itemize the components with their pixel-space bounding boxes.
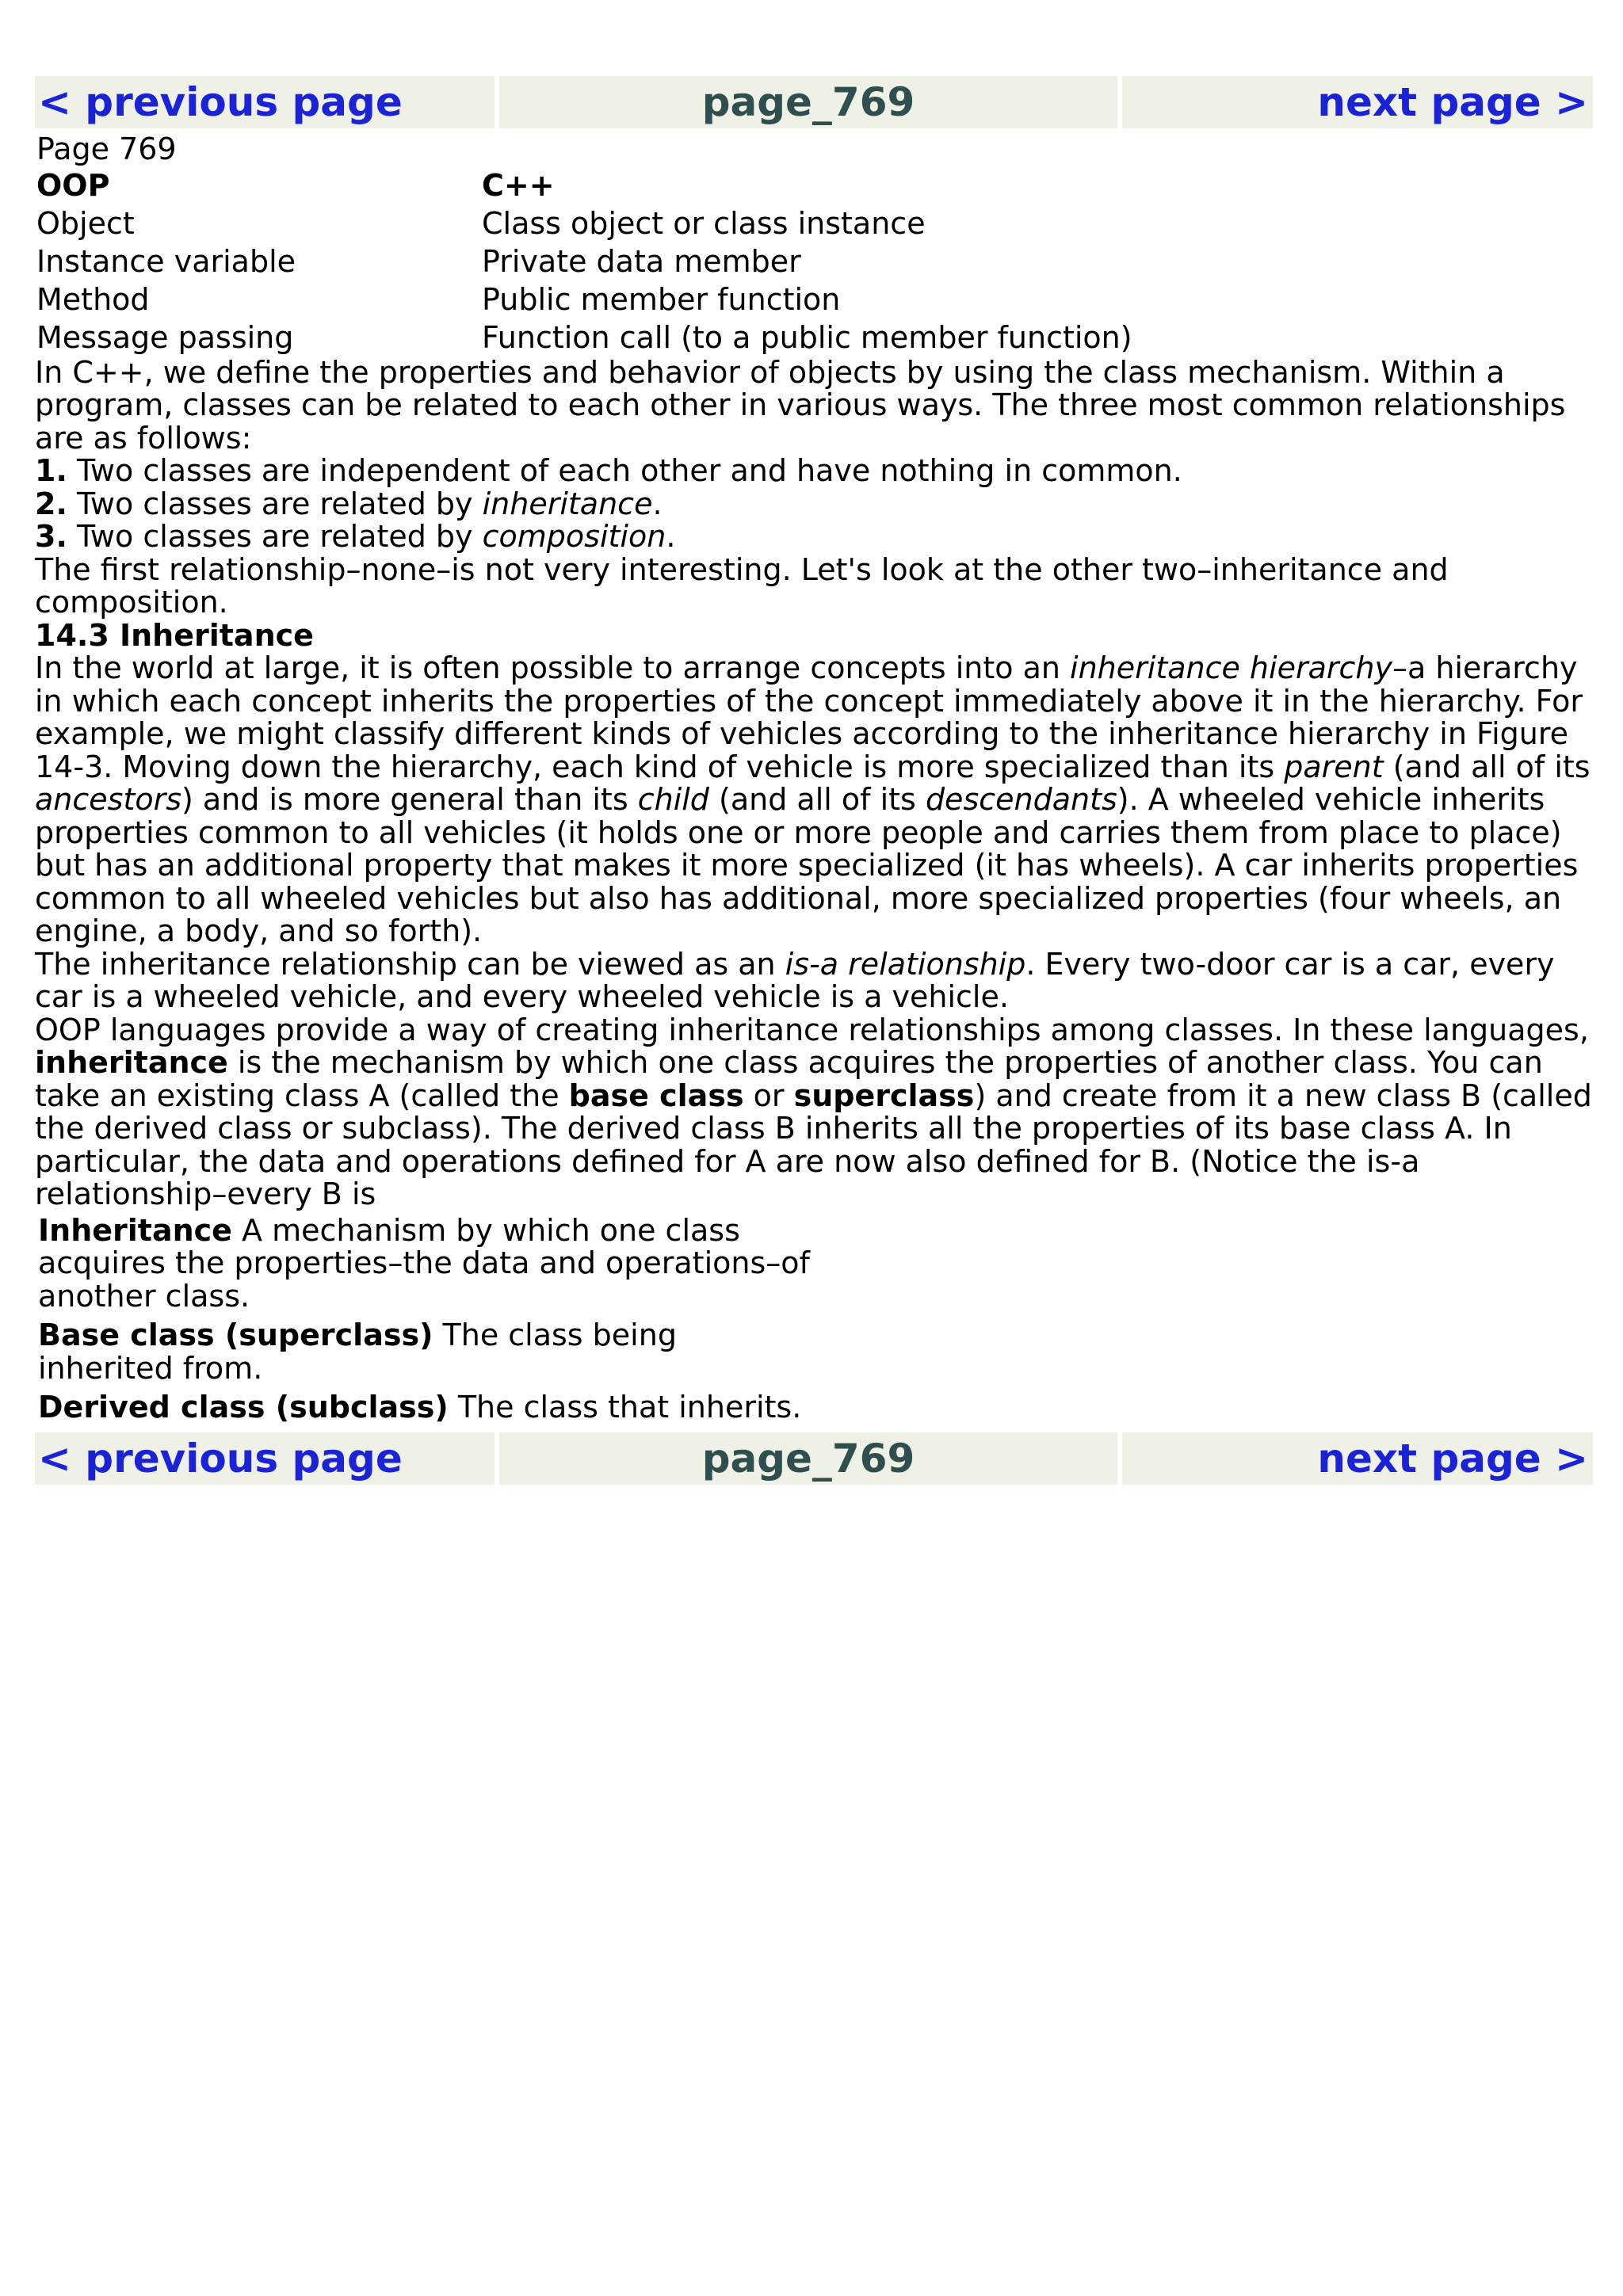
list-item bbox=[35, 488, 1593, 521]
hierarchy-paragraph bbox=[35, 652, 1593, 948]
text-run: In the world at large, it is often possible to arrange concepts into an bbox=[35, 650, 1071, 685]
bottom-nav-bar bbox=[35, 1432, 1593, 1485]
list-number: 1. bbox=[35, 453, 67, 488]
page bbox=[35, 76, 1593, 1485]
page-id-label: page_769 bbox=[499, 1432, 1117, 1485]
text-run: . Every two-door car is a car, every car is a wheeled vehicle, and every wheeled vehicle is a vehicle. bbox=[35, 946, 1555, 1014]
text-run: –a hierarchy in which each concept inherits the properties of the concept immediately above it in the hierarchy. For example, we might classify different kinds of vehicles according to the inheritance hierarchy in Figure 14-3. Moving down the hierarchy, each kind of vehicle is more specialized than its bbox=[35, 650, 1583, 784]
definition-text: A mechanism by which one class acquires the properties–the data and operations–of another class. bbox=[38, 1212, 810, 1314]
text-run: ) and is more general than its bbox=[181, 782, 638, 817]
emphasis: ancestors bbox=[35, 782, 182, 817]
definition-item bbox=[38, 1391, 815, 1425]
table-cell: Private data member bbox=[482, 243, 801, 279]
previous-page-link[interactable]: < previous page bbox=[35, 1432, 495, 1485]
definition-text: The class that inherits. bbox=[448, 1390, 802, 1425]
table-cell: Public member function bbox=[482, 281, 841, 317]
definition-item bbox=[38, 1319, 815, 1385]
bold-term: superclass bbox=[793, 1077, 975, 1113]
emphasis: inheritance hierarchy bbox=[1070, 650, 1392, 685]
definition-term: Derived class (subclass) bbox=[38, 1390, 449, 1425]
table-row bbox=[36, 318, 1132, 357]
list-number: 3. bbox=[35, 519, 67, 554]
table-cell: Function call (to a public member function) bbox=[482, 319, 1132, 355]
list-number: 2. bbox=[35, 486, 67, 521]
text-run: or bbox=[743, 1077, 794, 1113]
definition-term: Base class (superclass) bbox=[38, 1318, 433, 1352]
definition-term: Inheritance bbox=[38, 1212, 232, 1248]
section-heading bbox=[35, 617, 1593, 653]
table-row bbox=[36, 280, 1132, 318]
oop-cpp-terminology-table bbox=[36, 166, 1132, 357]
previous-page-link[interactable]: < previous page bbox=[35, 76, 495, 128]
table-row bbox=[36, 204, 1132, 242]
text-run: ). A wheeled vehicle inherits properties common to all vehicles (it holds one or more people and carries them from place to place) but has an additional property that makes it more specialized (it has wheels). A car inherits properties common to all wheeled vehicles but also has additional, more specialized properties (four wheels, an engine, a body, and so forth). bbox=[35, 782, 1579, 948]
text-run: ) and create from it a new class B (called the derived class or subclass). The derived class B inherits all the properties of its base class A. In particular, the data and operations defined for A are now also defined for B. (Notice the is-a relationship–every B is bbox=[35, 1077, 1592, 1211]
next-page-link[interactable]: next page > bbox=[1122, 76, 1593, 128]
list-end: . bbox=[666, 519, 676, 554]
emphasis: parent bbox=[1284, 749, 1384, 784]
oop-languages-paragraph bbox=[35, 1014, 1593, 1211]
intro-paragraph: In C++, we define the properties and behavior of objects by using the class mechanism. Within a program, classes can be related to each other in various ways. The three most common relationships are as follows: bbox=[35, 354, 1566, 456]
emphasis: child bbox=[637, 782, 709, 817]
list-text: Two classes are related by bbox=[76, 486, 483, 521]
list-item bbox=[35, 455, 1593, 488]
text-run: The inheritance relationship can be viewed as an bbox=[35, 946, 785, 982]
text-run: (and all of its bbox=[1383, 749, 1591, 784]
emphasis: is-a relationship bbox=[785, 946, 1026, 982]
table-header-cell: OOP bbox=[36, 167, 110, 203]
text-run: (and all of its bbox=[708, 782, 926, 817]
section-heading-text: 14.3 Inheritance bbox=[35, 617, 314, 653]
after-list-paragraph: The first relationship–none–is not very interesting. Let's look at the other two–inheritance and composition. bbox=[35, 551, 1449, 620]
table-header-row bbox=[36, 166, 1132, 204]
bold-term: inheritance bbox=[35, 1045, 228, 1080]
list-emphasis: inheritance bbox=[482, 486, 653, 521]
list-text: Two classes are related by bbox=[76, 519, 483, 554]
is-a-paragraph bbox=[35, 948, 1593, 1014]
table-cell: Method bbox=[36, 281, 150, 317]
page-number-label: Page 769 bbox=[36, 132, 177, 166]
table-row bbox=[36, 242, 1132, 280]
table-cell: Message passing bbox=[36, 319, 294, 355]
table-cell: Object bbox=[36, 205, 135, 241]
bold-term: base class bbox=[568, 1077, 744, 1113]
list-text: Two classes are independent of each other and have nothing in common. bbox=[76, 453, 1182, 488]
next-page-link[interactable]: next page > bbox=[1122, 1432, 1593, 1485]
table-header-cell: C++ bbox=[482, 167, 555, 203]
page-id-label: page_769 bbox=[499, 76, 1117, 128]
page-content bbox=[35, 133, 1593, 1425]
list-emphasis: composition bbox=[482, 519, 666, 554]
table-cell: Instance variable bbox=[36, 243, 296, 279]
relationship-list bbox=[35, 455, 1593, 554]
definition-item bbox=[38, 1212, 815, 1314]
top-nav-bar bbox=[35, 76, 1593, 128]
definition-text: The class being inherited from. bbox=[38, 1318, 677, 1386]
table-cell: Class object or class instance bbox=[482, 205, 926, 241]
list-item bbox=[35, 521, 1593, 554]
text-run: OOP languages provide a way of creating inheritance relationships among classes. In these languages, bbox=[35, 1012, 1589, 1047]
list-end: . bbox=[652, 486, 663, 521]
definitions-box bbox=[38, 1212, 815, 1425]
emphasis: descendants bbox=[925, 782, 1117, 817]
text-run: is the mechanism by which one class acquires the properties of another class. You can take an existing class A (called the bbox=[35, 1045, 1543, 1113]
